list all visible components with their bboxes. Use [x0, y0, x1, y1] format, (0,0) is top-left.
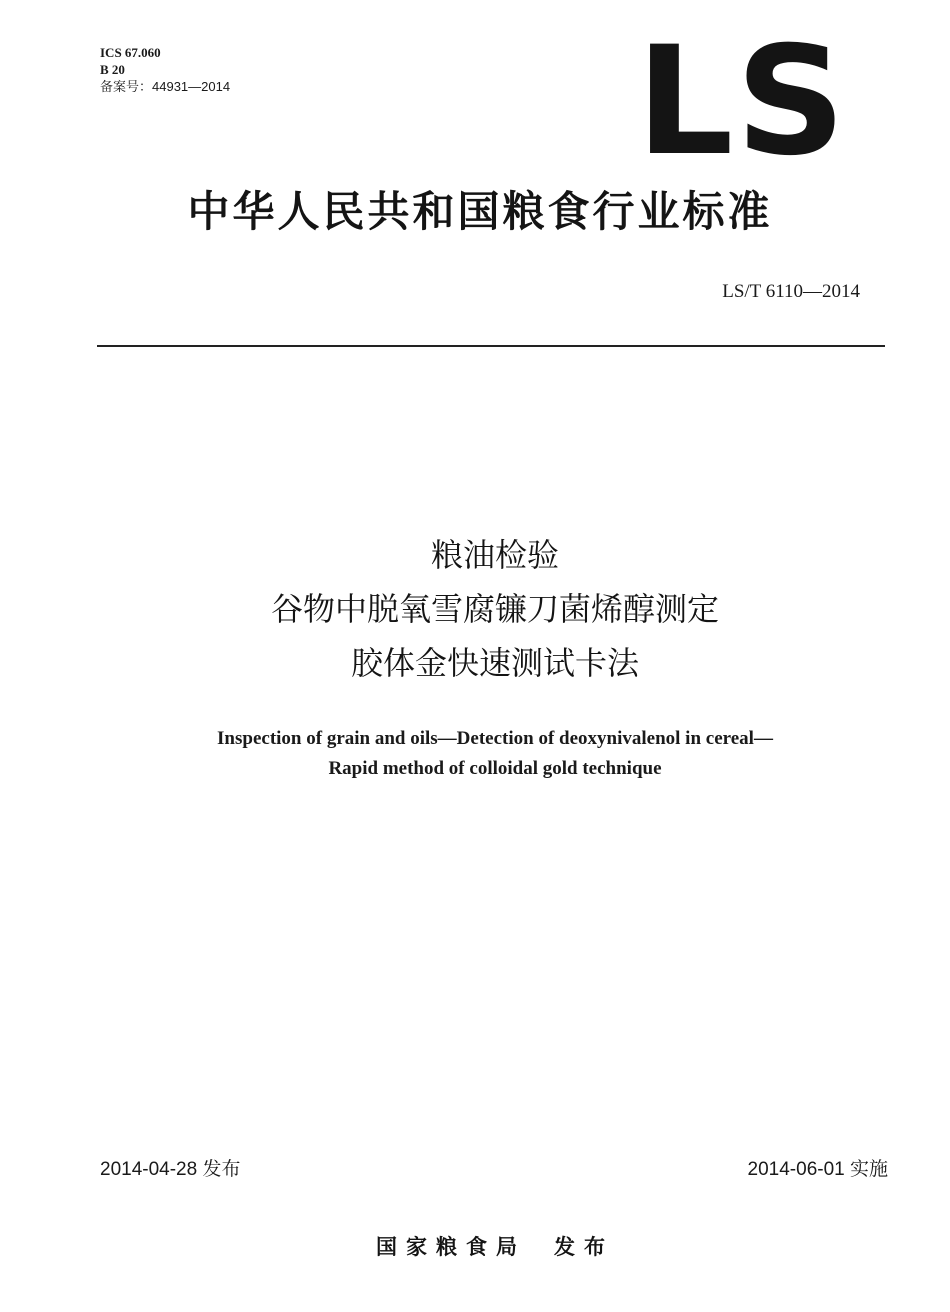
english-title-line-1: Inspection of grain and oils—Detection of deoxynivalenol in cereal— — [217, 728, 773, 749]
chinese-title-line-3: 胶体金快速测试卡法 — [350, 644, 639, 682]
publisher-name: 国家粮食局 — [376, 1235, 526, 1259]
issue-date: 2014-04-28 发布 — [100, 1159, 241, 1180]
classification-code: B 20 — [100, 62, 125, 77]
english-title-line-2: Rapid method of colloidal gold technique — [328, 758, 662, 779]
publish-action: 发布 — [554, 1235, 614, 1259]
document-metadata — [100, 44, 230, 95]
standard-title: 中华人民共和国粮食行业标准 — [187, 187, 773, 236]
header-divider — [97, 345, 885, 347]
chinese-title-line-1: 粮油检验 — [430, 536, 559, 574]
implementation-date: 2014-06-01 实施 — [747, 1159, 888, 1180]
ls-logo: LS — [636, 15, 848, 189]
chinese-title-line-2: 谷物中脱氧雪腐镰刀菌烯醇测定 — [270, 590, 719, 628]
chinese-title — [100, 528, 890, 690]
standard-code: LS/T 6110—2014 — [722, 281, 860, 302]
publisher-line — [0, 1232, 950, 1262]
ics-code: ICS 67.060 — [100, 45, 161, 60]
record-number: 备案号：44931—2014 — [100, 79, 231, 94]
english-title — [100, 724, 890, 784]
